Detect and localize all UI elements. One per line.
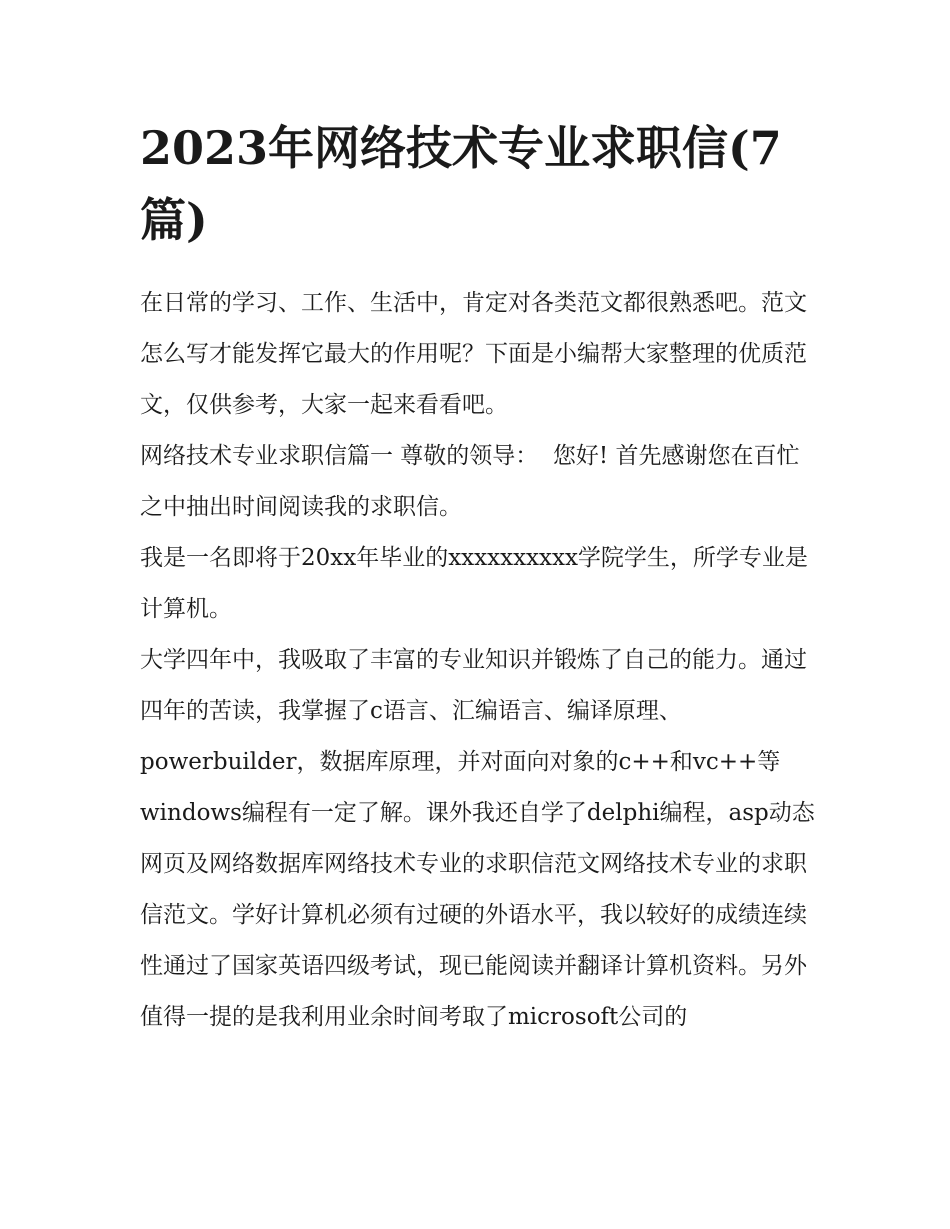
paragraph-greeting: 网络技术专业求职信篇一 尊敬的领导： 您好! 首先感谢您在百忙之中抽出时间阅读我的求职信。 [140,443,800,520]
document-title: 2023年网络技术专业求职信(7篇) [140,121,782,247]
paragraph-self-intro: 我是一名即将于20xx年毕业的xxxxxxxxxx学院学生，所学专业是计算机。 [140,545,808,622]
paragraph-intro: 在日常的学习、工作、生活中，肯定对各类范文都很熟悉吧。范文怎么写才能发挥它最大的作用呢？下面是小编帮大家整理的优质范文，仅供参考，大家一起来看看吧。 [140,290,807,418]
document-body [140,278,820,1043]
paragraph-skills: 大学四年中，我吸取了丰富的专业知识并锻炼了自己的能力。通过四年的苦读，我掌握了c语言、汇编语言、编译原理、powerbuilder，数据库原理，并对面向对象的c++和vc++等windows编程有一定了解。课外我还自学了delphi编程，asp动态网页及网络数据库网络技术专业的求职信范文网络技术专业的求职信范文。学好计算机必须有过硬的外语水平，我以较好的成绩连续性通过了国家英语四级考试，现已能阅读并翻译计算机资料。另外值得一提的是我利用业余时间考取了microsoft公司的 [140,647,815,1030]
